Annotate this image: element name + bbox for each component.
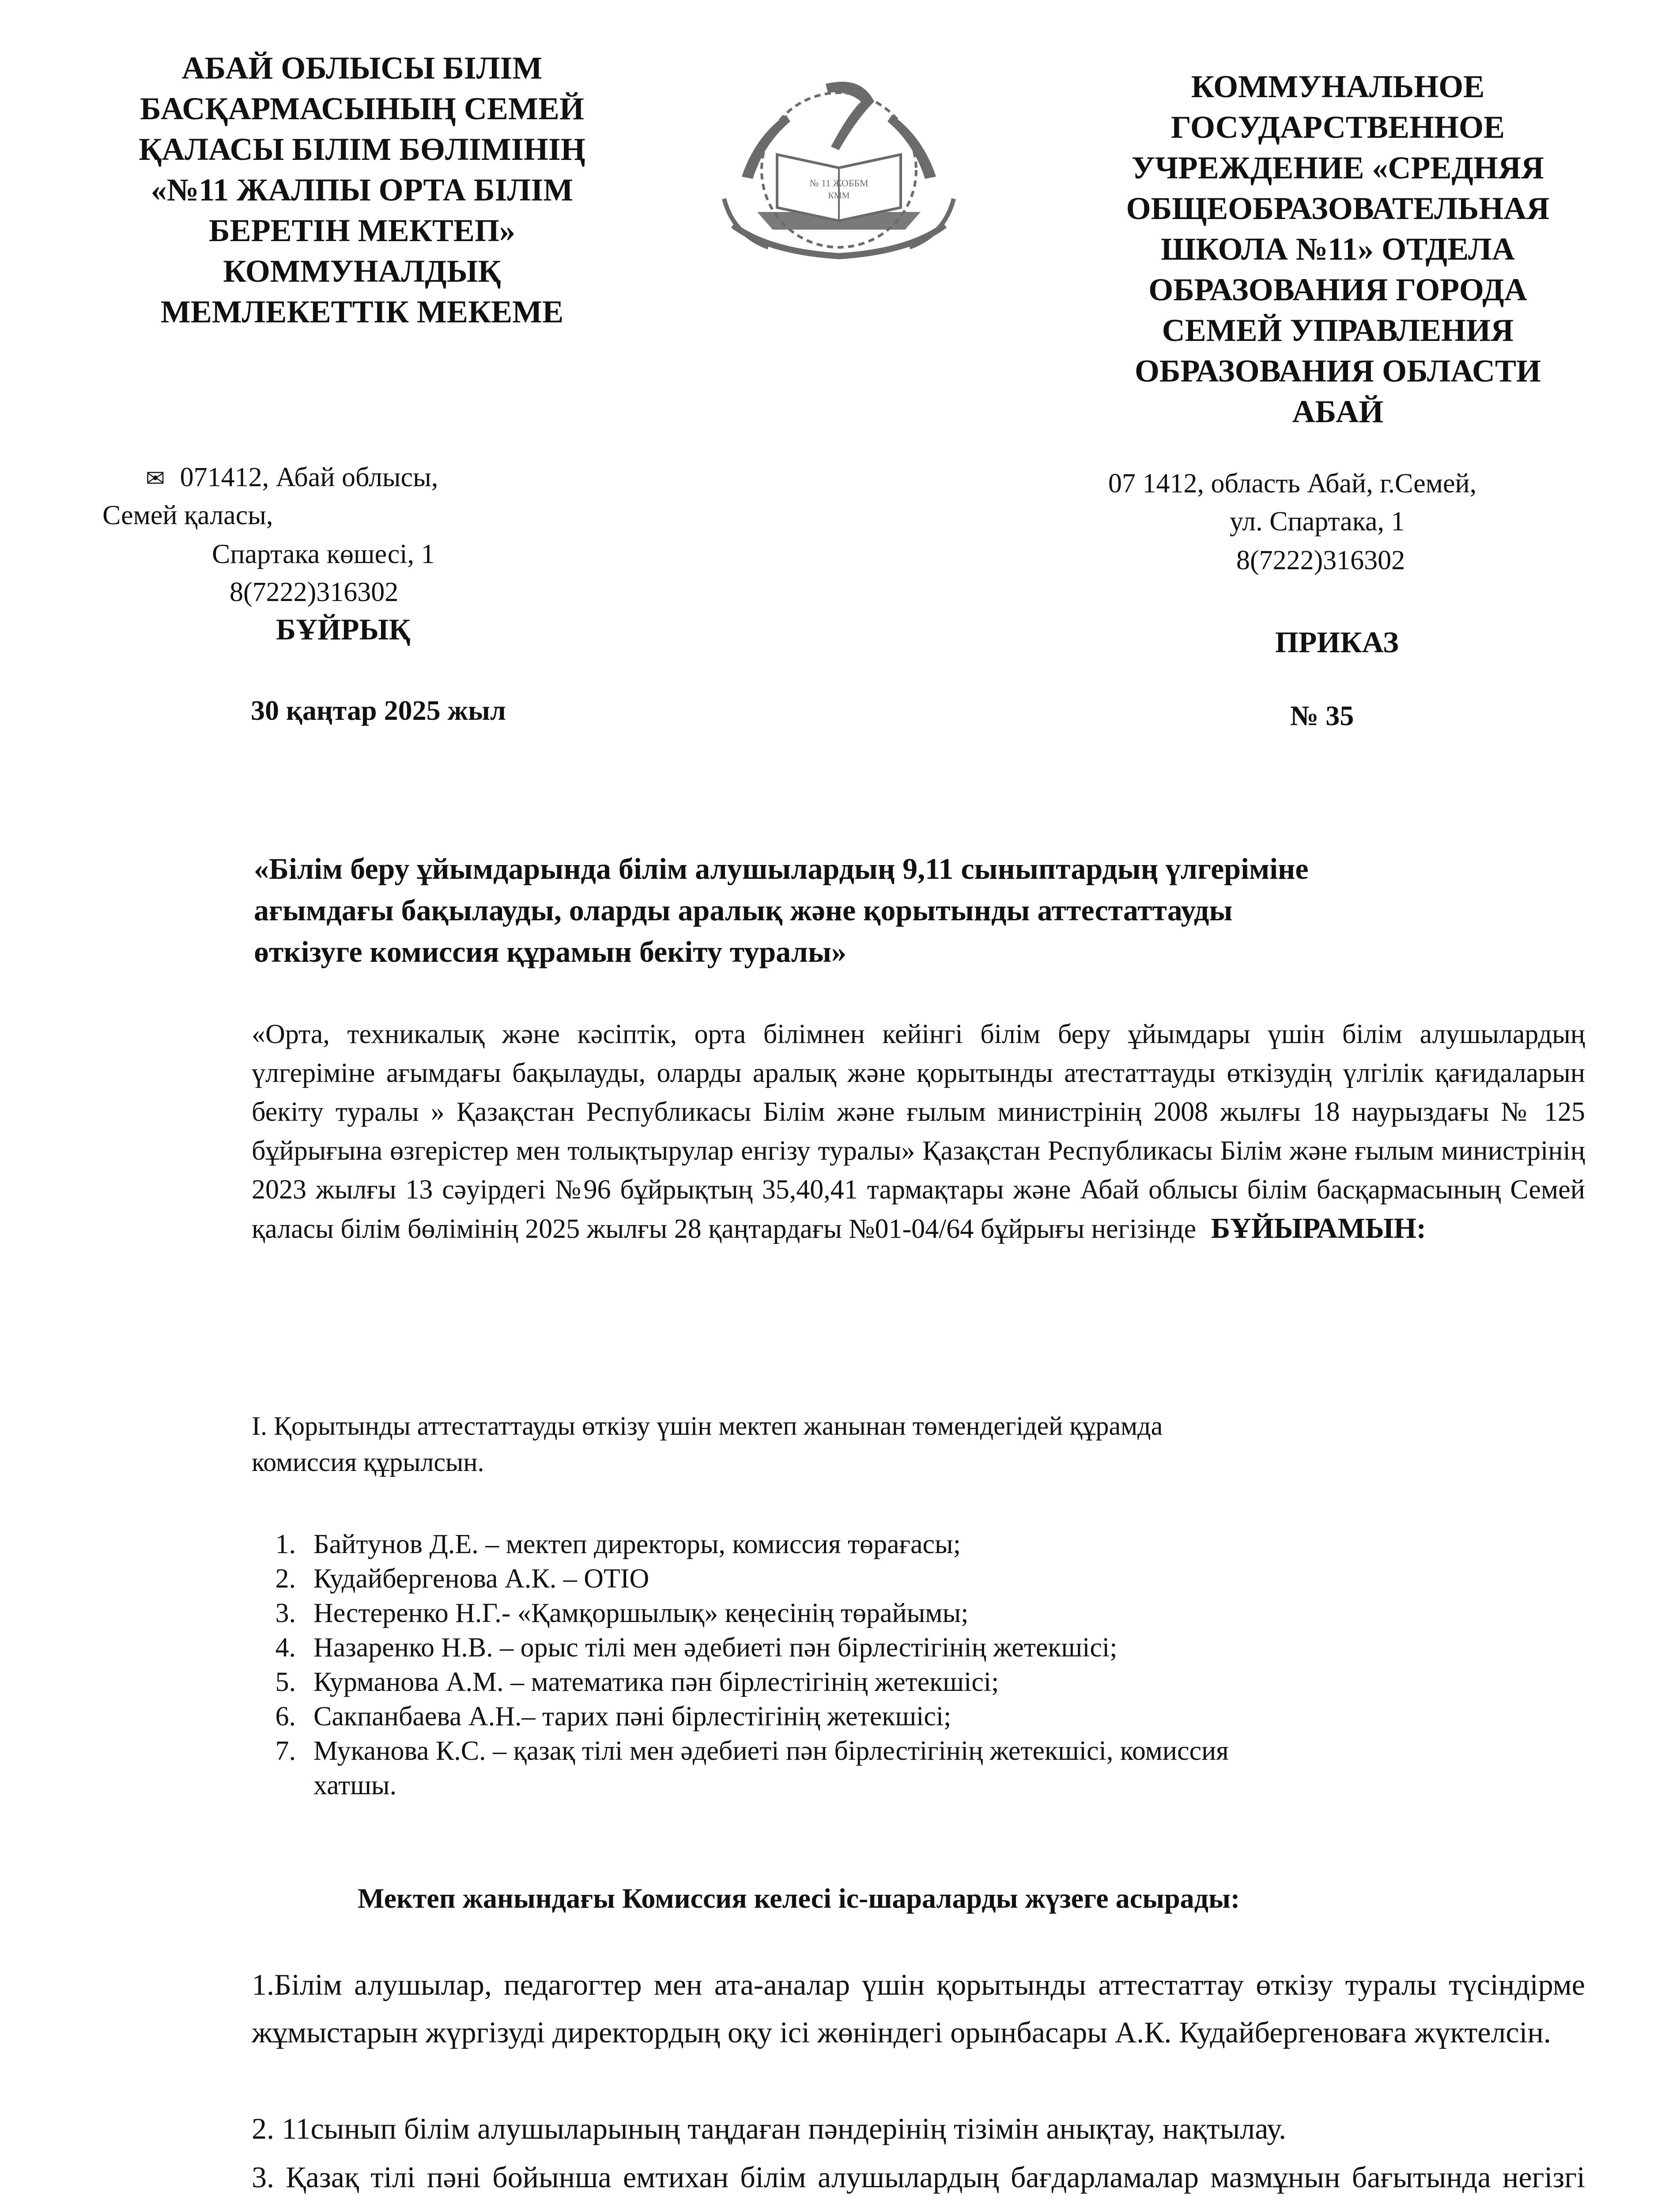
section1-heading-line: комиссия құрылсын.	[252, 1448, 484, 1477]
header-ru-line: ОБРАЗОВАНИЯ ГОРОДА	[1148, 272, 1527, 307]
order-number: № 35	[1290, 700, 1354, 731]
address-kz-phone: 8(7222)316302	[230, 577, 399, 607]
address-ru-line2: ул. Спартака, 1	[1230, 507, 1405, 537]
doc-title-line: өткізуге комиссия құрамын бекіту туралы»	[254, 935, 846, 968]
commission-members	[247, 1527, 1572, 1836]
doc-title	[254, 848, 1578, 972]
address-kz-line2: Семей қаласы,	[102, 500, 273, 530]
order-title-ru: ПРИКАЗ	[1275, 625, 1399, 659]
school-logo-emblem	[715, 66, 963, 274]
commission-heading: Мектеп жанындағы Комиссия келесі іс-шараларды жүзеге асырады:	[358, 1883, 1240, 1914]
header-ru	[1055, 66, 1620, 432]
logo-text-1: № 11 ЖОББМ	[809, 178, 868, 189]
task-1: 1.Білім алушылар, педагогтер мен ата-аналар үшін қорытынды аттестаттау өткізу туралы түсіндірме жұмыстарын жүргізуді директордың оқу ісі жөніндегі орынбасары А.К. Кудайбергеноваға жүктелсін.	[252, 1968, 1585, 2049]
list-item: 1. Байтунов Д.Е. – мектеп директоры, комиссия төрағасы;	[275, 1529, 961, 1559]
address-kz-line3: Спартака көшесі, 1	[212, 539, 435, 569]
list-item: 7. Муканова К.С. – қазақ тілі мен әдебиеті пән бірлестігінің жетекшісі, комиссия	[275, 1736, 1229, 1766]
address-ru-line1: 07 1412, область Абай, г.Семей,	[1108, 469, 1477, 499]
header-ru-line: КОММУНАЛЬНОЕ	[1191, 69, 1485, 104]
header-ru-line: АБАЙ	[1292, 394, 1384, 429]
list-item: 4. Назаренко Н.В. – орыс тілі мен әдебиеті пән бірлестігінің жетекшісі;	[275, 1633, 1117, 1663]
header-kz-line: МЕМЛЕКЕТТІК МЕКЕМЕ	[160, 294, 564, 329]
header-kz-line: БЕРЕТІН МЕКТЕП»	[209, 213, 515, 248]
preamble-text: «Орта, техникалық және кәсіптік, орта білімнен кейінгі білім беру ұйымдары үшін білім алушылардың үлгеріміне ағымдағы бақылауды, оларды аралық және қорытынды атестаттауды өткізудің үлгілік қағидаларын бекіту туралы » Қазақстан Республикасы Білім және ғылым министрінің 2008 жылғы 18 наурыздағы № 125 бұйрығына өзгерістер мен толықтырулар енгізу туралы» Қазақстан Республикасы Білім және ғылым министрінің 2023 жылғы 13 сәуірдегі №96 бұйрықтың 35,40,41 тармақтары және Абай облысы білім басқармасының Семей қаласы білім бөлімінің 2025 жылғы 28 қаңтардағы №01-04/64 бұйрығы негізінде	[252, 1019, 1585, 1244]
task-2: 2. 11сынып білім алушыларының таңдаған пәндерінің тізімін анықтау, нақтылау.	[252, 2112, 1287, 2145]
header-ru-line: ГОСУДАРСТВЕННОЕ	[1171, 110, 1505, 145]
header-kz-line: АБАЙ ОБЛЫСЫ БІЛІМ	[181, 50, 543, 86]
address-ru-phone: 8(7222)316302	[1236, 545, 1405, 575]
header-kz-line: БАСҚАРМАСЫНЫҢ СЕМЕЙ	[140, 91, 584, 126]
doc-title-line: ағымдағы бақылауды, оларды аралық және қорытынды аттестаттауды	[254, 893, 1233, 927]
preamble-emphasis: БҰЙЫРАМЫН:	[1211, 1212, 1426, 1244]
address-kz-line1: ✉ 071412, Абай облысы,	[146, 462, 438, 492]
list-item: 3. Нестеренко Н.Г.- «Қамқоршылық» кеңесінің төрайымы;	[275, 1598, 969, 1628]
header-ru-line: ОБРАЗОВАНИЯ ОБЛАСТИ	[1135, 353, 1541, 389]
order-title-kz: БҰЙРЫҚ	[276, 612, 411, 646]
header-kz-line: ҚАЛАСЫ БІЛІМ БӨЛІМІНІҢ	[139, 132, 585, 167]
header-ru-line: СЕМЕЙ УПРАВЛЕНИЯ	[1162, 313, 1514, 348]
doc-title-line: «Білім беру ұйымдарында білім алушылардың 9,11 сыныптардың үлгеріміне	[254, 852, 1309, 885]
header-ru-line: УЧРЕЖДЕНИЕ «СРЕДНЯЯ	[1132, 150, 1544, 185]
list-item: 5. Курманова А.М. – математика пән бірлестігінің жетекшісі;	[275, 1667, 999, 1697]
header-kz-line: КОММУНАЛДЫҚ	[223, 253, 501, 289]
header-ru-line: ШКОЛА №11» ОТДЕЛА	[1161, 231, 1515, 267]
task-3: 3. Қазақ тілі пәні бойынша емтихан білім алушылардың бағдарламалар мазмұнын бағытында негізгі	[252, 2160, 1585, 2194]
order-date: 30 қаңтар 2025 жыл	[251, 695, 506, 726]
logo-text-2: КММ	[828, 191, 850, 200]
section1-heading-line: І. Қорытынды аттестаттауды өткізу үшін мектеп жанынан төмендегідей құрамда	[252, 1411, 1163, 1440]
header-kz	[97, 48, 627, 332]
section1-heading	[252, 1408, 1163, 1480]
header-ru-line: ОБЩЕОБРАЗОВАТЕЛЬНАЯ	[1126, 191, 1550, 226]
envelope-icon: ✉	[146, 466, 165, 492]
header-kz-line: «№11 ЖАЛПЫ ОРТА БІЛІМ	[151, 172, 574, 208]
school-logo	[715, 66, 963, 274]
list-item: 6. Сакпанбаева А.Н.– тарих пәні бірлестігінің жетекшісі;	[275, 1701, 951, 1732]
preamble	[252, 1015, 1585, 1248]
list-item-continuation: хатшы.	[313, 1770, 397, 1800]
list-item: 2. Кудайбергенова А.К. – ОТІО	[275, 1564, 649, 1594]
